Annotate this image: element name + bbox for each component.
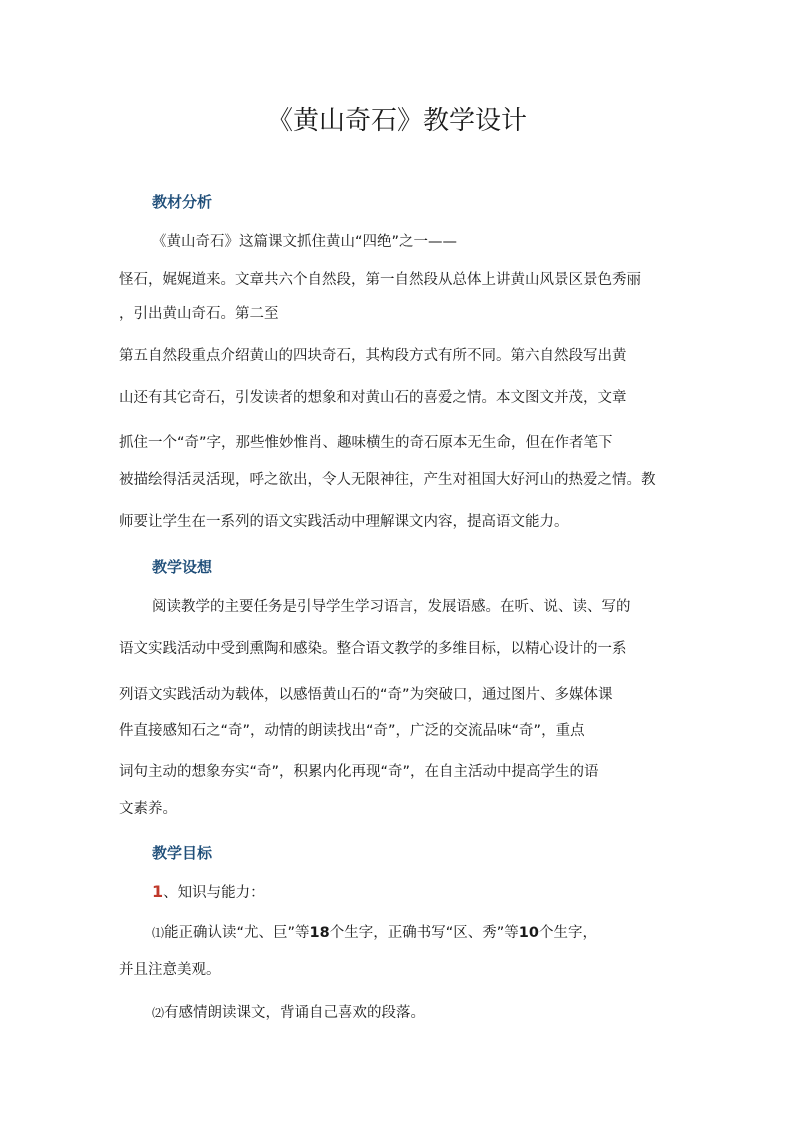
subitem-marker: ⑵ [152, 1006, 165, 1020]
paragraph-line: 文素养。 [119, 801, 177, 817]
document-title: 《黄山奇石》教学设计 [266, 106, 527, 136]
paragraph-line: 抓住一个“奇”字，那些惟妙惟肖、趣味横生的奇石原本无生命，但在作者笔下 [119, 435, 613, 451]
subitem-number: 18 [309, 925, 330, 941]
section-heading-teaching-concept: 教学设想 [152, 558, 213, 576]
goal-subitem-1-continued: 并且注意美观。 [119, 962, 221, 978]
paragraph-line: 怪石，娓娓道来。文章共六个自然段，第一自然段从总体上讲黄山风景区景色秀丽 [119, 272, 641, 288]
goal-subitem-1 [152, 923, 597, 943]
paragraph-line: 件直接感知石之“奇”，动情的朗读找出“奇”，广泛的交流品味“奇”，重点 [119, 723, 585, 739]
subitem-text: 个生字， [538, 925, 597, 941]
subitem-number: 10 [518, 925, 539, 941]
paragraph-line: 第五自然段重点介绍黄山的四块奇石，其构段方式有所不同。第六自然段写出黄 [119, 348, 627, 364]
paragraph-line: 列语文实践活动为载体，以感悟黄山石的“奇”为突破口，通过图片、多媒体课 [119, 687, 613, 703]
goal-number: 1 [152, 882, 164, 901]
subitem-marker: ⑴ [152, 926, 165, 940]
goal-item-1 [152, 882, 265, 903]
goal-label: 、知识与能力： [163, 885, 265, 901]
section-heading-teaching-goals: 教学目标 [152, 844, 213, 862]
paragraph-line: 山还有其它奇石，引发读者的想象和对黄山石的喜爱之情。本文图文并茂，文章 [119, 390, 627, 406]
subitem-text: 个生字，正确书写“区、秀”等 [329, 925, 519, 941]
paragraph-line: 师要让学生在一系列的语文实践活动中理解课文内容，提高语文能力。 [119, 514, 569, 530]
paragraph-line: ，引出黄山奇石。第二至 [119, 306, 279, 322]
goal-subitem-2 [152, 1003, 425, 1023]
section-heading-material-analysis: 教材分析 [152, 193, 213, 211]
paragraph-line: 词句主动的想象夯实“奇”，积累内化再现“奇”，在自主活动中提高学生的语 [119, 764, 599, 780]
subitem-text: 能正确认读“尤、巨”等 [164, 925, 310, 941]
paragraph-line: 被描绘得活灵活现，呼之欲出，令人无限神往，产生对祖国大好河山的热爱之情。教 [119, 472, 656, 488]
subitem-text: 有感情朗读课文，背诵自己喜欢的段落。 [164, 1005, 426, 1021]
paragraph-line: 语文实践活动中受到熏陶和感染。整合语文教学的多维目标，以精心设计的一系 [119, 641, 627, 657]
paragraph-line: 阅读教学的主要任务是引导学生学习语言，发展语感。在听、说、读、写的 [152, 599, 631, 615]
paragraph-line: 《黄山奇石》这篇课文抓住黄山“四绝”之一—— [152, 234, 458, 250]
